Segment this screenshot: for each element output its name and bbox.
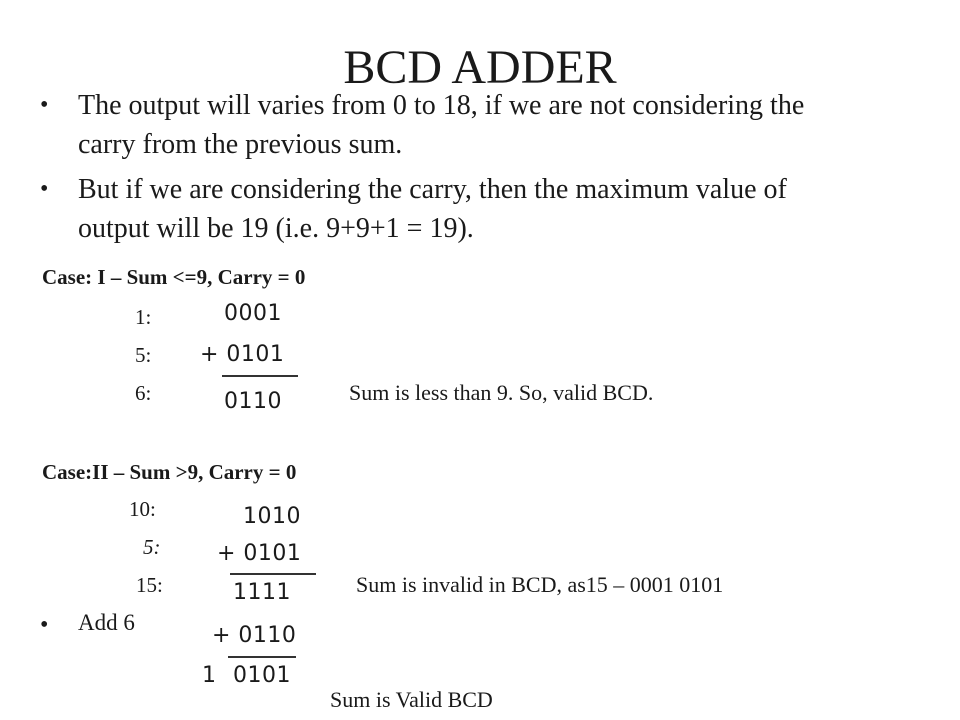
case-2-note: Sum is invalid in BCD, as15 – 0001 0101 — [356, 572, 724, 597]
case-2-result: 1111 — [233, 580, 291, 605]
case-2-label-b: 5: — [143, 535, 161, 559]
case-1-result: 0110 — [224, 389, 282, 414]
add-6-carry: 1 — [202, 663, 217, 688]
case-2-label-a: 10: — [129, 497, 156, 521]
case-1-operand-b: + 0101 — [200, 342, 285, 367]
slide-title: BCD ADDER — [343, 41, 617, 94]
bullet-dot: • — [40, 176, 49, 202]
case-1-heading: Case: I – Sum <=9, Carry = 0 — [42, 265, 306, 289]
bullet-2-line-2: output will be 19 (i.e. 9+9+1 = 19). — [78, 213, 474, 244]
add-6-bullet: Add 6 — [78, 610, 135, 635]
case-2-label-sum: 15: — [136, 573, 163, 597]
case-1-label-sum: 6: — [135, 381, 152, 405]
add-6-sum-rule — [228, 656, 296, 658]
case-2-operand-b: + 0101 — [217, 541, 302, 566]
case-1-sum-rule — [222, 375, 298, 377]
case-1-operand-a: 0001 — [224, 301, 282, 326]
case-1-label-b: 5: — [135, 343, 152, 367]
case-1-label-a: 1: — [135, 305, 152, 329]
bullet-1-line-2: carry from the previous sum. — [78, 129, 403, 160]
bullet-1-line-1: The output will varies from 0 to 18, if we are not considering the — [78, 90, 805, 121]
case-2-heading: Case:II – Sum >9, Carry = 0 — [42, 460, 297, 484]
case-2-operand-a: 1010 — [243, 504, 301, 529]
add-6-result: 0101 — [233, 663, 291, 688]
bullet-dot: • — [40, 92, 49, 118]
case-2-sum-rule — [230, 573, 316, 575]
bullet-dot: • — [40, 612, 49, 638]
case-1-note: Sum is less than 9. So, valid BCD. — [349, 380, 654, 405]
add-6-addend: + 0110 — [212, 623, 297, 648]
add-6-note: Sum is Valid BCD — [330, 687, 493, 712]
bullet-2-line-1: But if we are considering the carry, then the maximum value of — [78, 174, 787, 205]
